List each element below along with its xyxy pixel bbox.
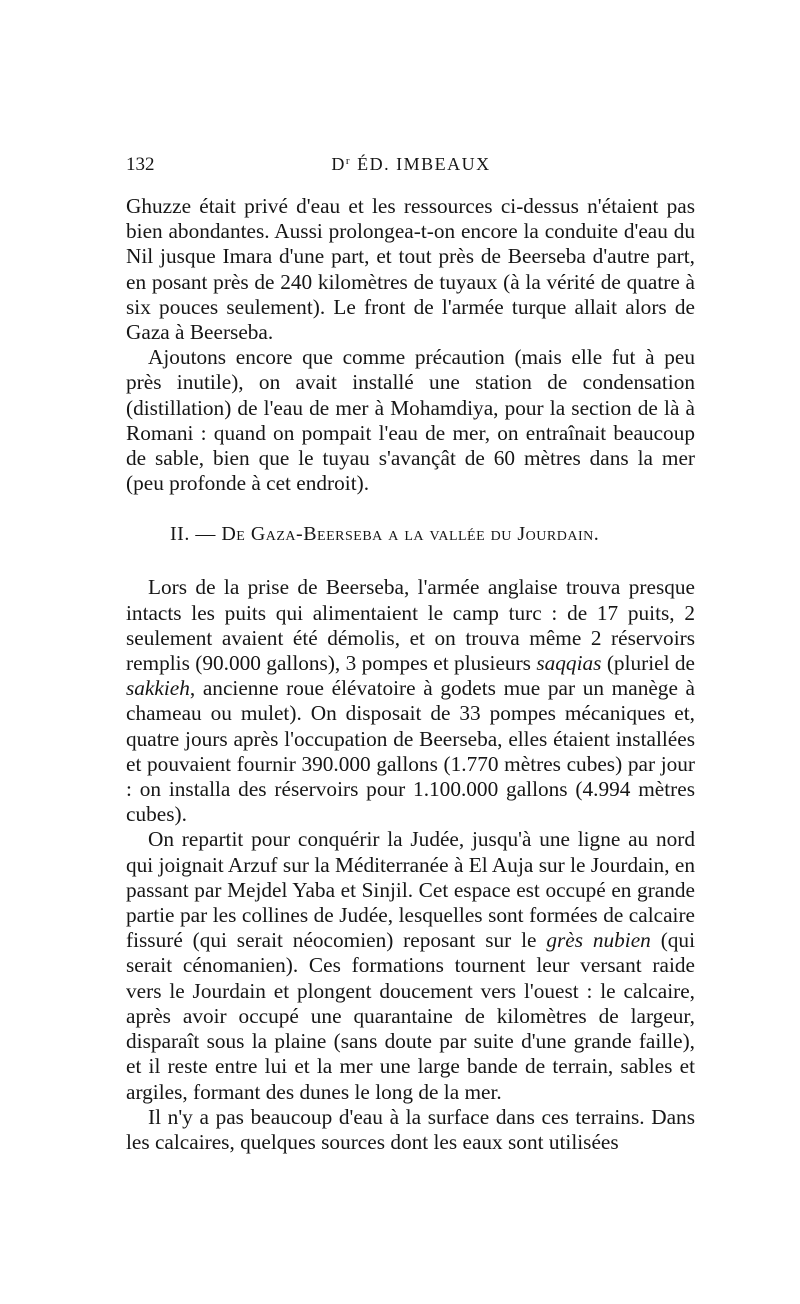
section-dash: — (195, 523, 216, 546)
page-number: 132 (126, 154, 155, 175)
paragraph-4-text-a: On repartit pour conquérir la Judée, jusqu'à une ligne au nord qui joignait Arzuf sur la Méditerranée à El Auja sur le Jourdain, en passant par Mejdel Yaba et Sinjil. Cet espace est occupé en grande partie par les collines de Judée, lesquelles sont formées de calcaire fissuré (qui serait néocomien) reposant sur le (126, 827, 695, 953)
running-head (126, 154, 696, 175)
author-prefix: D (331, 154, 346, 174)
author-name: ÉD. IMBEAUX (357, 154, 491, 174)
author-title-superscript: r (345, 155, 352, 167)
page-header (126, 154, 696, 184)
paragraph-3-text-a: Lors de la prise de Beerseba, l'armée anglaise trouva presque intacts les puits qui alimentaient le camp turc : de 17 puits, 2 seulement avaient été démolis, et on trouva même 2 réservoirs remplis (90.000 gallons), 3 pompes et plusieurs (126, 575, 695, 676)
section-numeral: II. (170, 523, 190, 546)
paragraph-2: Ajoutons encore que comme précaution (mais elle fut à peu près inutile), on avait installé une station de condensation (distillation) de l'eau de mer à Mohamdiya, pour la section de là à Romani : quand on pompait l'eau de mer, on entraînait beaucoup de sable, bien que le tuyau s'avançât de 60 mètres dans la mer (peu profonde à cet endroit). (126, 345, 695, 496)
section-heading (126, 522, 695, 547)
term-gres-nubien: grès nubien (546, 928, 651, 953)
paragraph-3 (126, 575, 695, 827)
paragraph-5: Il n'y a pas beaucoup d'eau à la surface dans ces terrains. Dans les calcaires, quelques sources dont les eaux sont utilisées (126, 1104, 695, 1154)
paragraph-4-text-b: (qui serait cénomanien). Ces formations tournent leur versant raide vers le Jourdain et plongent doucement vers l'ouest : le calcaire, après avoir occupé une quarantaine de kilomètres de largeur, disparaît sous la plaine (sans doute par suite d'une grande faille), et il reste entre lui et la mer une large bande de terrain, sables et argiles, formant des dunes le long de la mer. (126, 928, 695, 1104)
section-title: De Gaza-Beerseba a la vallée du Jourdain. (221, 523, 600, 546)
paragraph-4 (126, 827, 695, 1104)
paragraph-1: Ghuzze était privé d'eau et les ressources ci-dessus n'étaient pas bien abondantes. Aussi prolongea-t-on encore la conduite d'eau du Nil jusque Imara d'une part, et tout près de Beerseba d'autre part, en posant près de 240 kilomètres de tuyaux (à la vérité de quatre à six pouces seulement). Le front de l'armée turque allait alors de Gaza à Beerseba. (126, 194, 695, 345)
term-sakkieh: sakkieh (126, 676, 190, 701)
term-saqqias: saqqias (536, 651, 602, 676)
paragraph-3-text-c: , ancienne roue élévatoire à godets mue par un manège à chameau ou mulet). On disposait de 33 pompes mécaniques et, quatre jours après l'occupation de Beerseba, elles étaient installées et pouvaient fournir 390.000 gallons (1.770 mètres cubes) par jour : on installa des réservoirs pour 1.100.000 gallons (4.994 mètres cubes). (126, 676, 695, 827)
body-text (126, 194, 695, 1155)
paragraph-3-text-b: (pluriel de (601, 651, 695, 676)
